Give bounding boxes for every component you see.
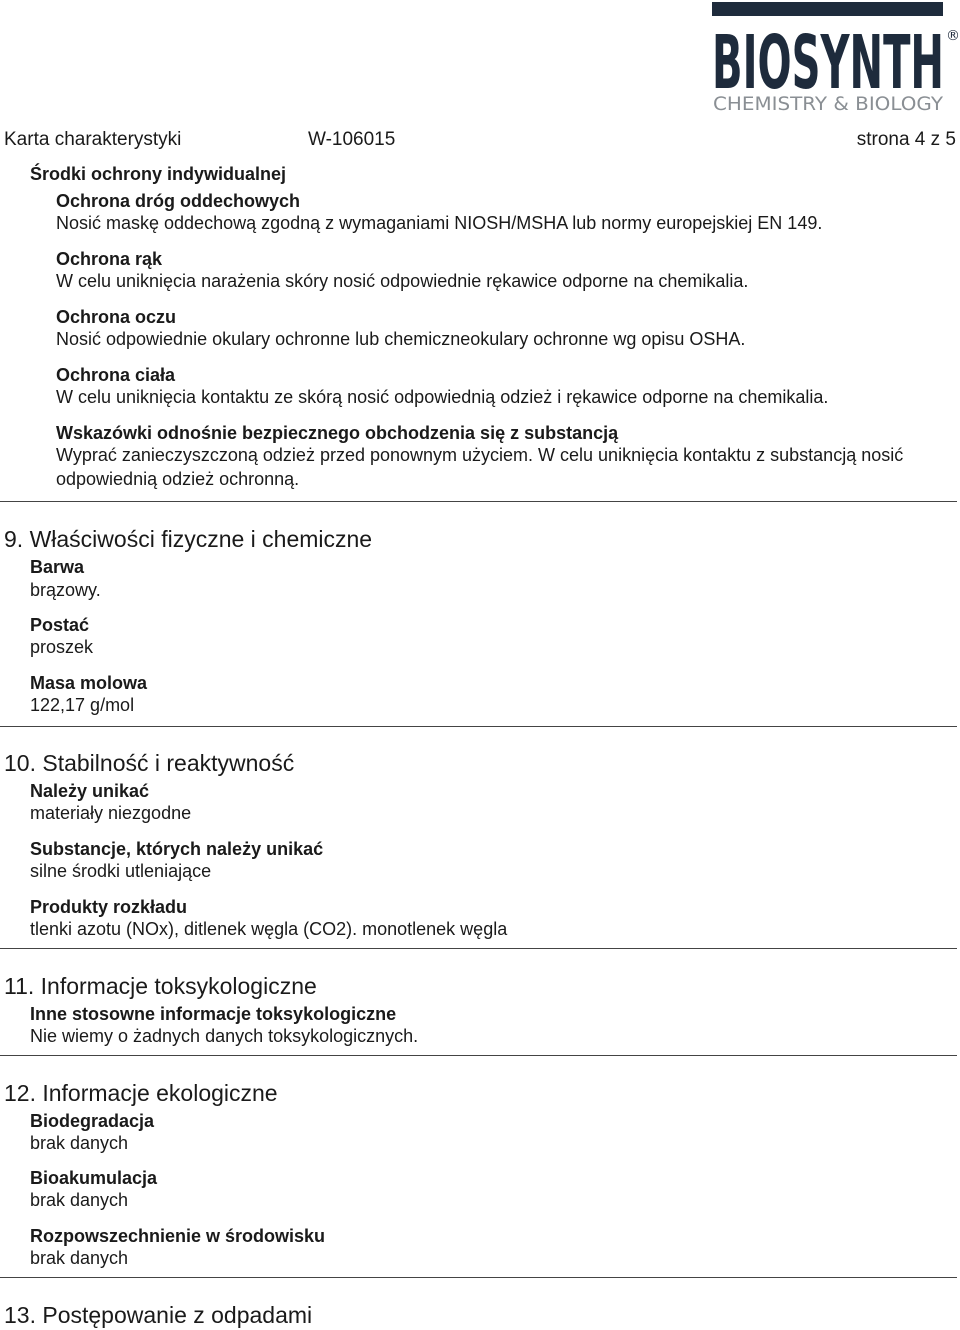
molar-mass-value: 122,17 g/mol xyxy=(30,695,135,715)
logo-tagline: CHEMISTRY & BIOLOGY xyxy=(713,93,944,115)
environment-spread-label: Rozpowszechnienie w środowisku xyxy=(30,1226,326,1246)
section-13-title: 13. Postępowanie z odpadami xyxy=(4,1302,313,1328)
section-divider xyxy=(0,726,957,727)
logo-registered: ® xyxy=(946,28,960,44)
environment-spread-value: brak danych xyxy=(30,1248,129,1268)
biodegradation-value: brak danych xyxy=(30,1133,129,1153)
other-tox-value: Nie wiemy o żadnych danych toksykologicznych. xyxy=(30,1026,419,1046)
eye-protection-label: Ochrona oczu xyxy=(56,307,177,327)
bioaccumulation-label: Bioakumulacja xyxy=(30,1168,158,1188)
eye-protection-text: Nosić odpowiednie okulary ochronne lub chemiczneokulary ochronne wg opisu OSHA. xyxy=(56,329,746,349)
section-10-title: 10. Stabilność i reaktywność xyxy=(4,750,295,776)
incompatible-substances-label: Substancje, których należy unikać xyxy=(30,839,324,859)
safe-handling-text-1: Wyprać zanieczyszczoną odzież przed ponownym użyciem. W celu uniknięcia kontaktu z substancją nosić xyxy=(56,445,904,465)
body-protection-text: W celu uniknięcia kontaktu ze skórą nosić odpowiednią odzież i rękawice odporne na chemikalia. xyxy=(56,387,829,407)
page-number: strona 4 z 5 xyxy=(856,129,956,150)
molar-mass-label: Masa molowa xyxy=(30,673,148,693)
product-code: W-106015 xyxy=(308,129,396,150)
section-divider xyxy=(0,948,957,949)
form-label: Postać xyxy=(30,615,90,635)
document-title: Karta charakterystyki xyxy=(4,129,182,150)
safe-handling-label: Wskazówki odnośnie bezpiecznego obchodzenia się z substancją xyxy=(56,423,619,443)
biodegradation-label: Biodegradacja xyxy=(30,1111,155,1131)
ppe-heading: Środki ochrony indywidualnej xyxy=(30,164,287,184)
decomposition-value: tlenki azotu (NOx), ditlenek węgla (CO2). monotlenek węgla xyxy=(30,919,508,939)
page-header xyxy=(4,127,956,153)
decomposition-label: Produkty rozkładu xyxy=(30,897,188,917)
section-11-title: 11. Informacje toksykologiczne xyxy=(4,973,317,999)
section-divider xyxy=(0,1277,957,1278)
form-value: proszek xyxy=(30,637,94,657)
section-9-title: 9. Właściwości fizyczne i chemiczne xyxy=(4,526,373,552)
color-value: brązowy. xyxy=(30,580,101,600)
other-tox-label: Inne stosowne informacje toksykologiczne xyxy=(30,1004,397,1024)
section-divider xyxy=(0,501,957,502)
section-divider xyxy=(0,1055,957,1056)
avoid-value: materiały niezgodne xyxy=(30,803,192,823)
biosynth-logo xyxy=(712,2,958,114)
avoid-label: Należy unikać xyxy=(30,781,150,801)
bioaccumulation-value: brak danych xyxy=(30,1190,129,1210)
safe-handling-text-2: odpowiednią odzież ochronną. xyxy=(56,469,300,489)
body-protection-label: Ochrona ciała xyxy=(56,365,176,385)
logo-brand: BIOSYNTH xyxy=(712,20,944,106)
respiratory-label: Ochrona dróg oddechowych xyxy=(56,191,301,211)
hand-protection-label: Ochrona rąk xyxy=(56,249,163,269)
color-label: Barwa xyxy=(30,557,85,577)
logo-bar xyxy=(712,2,943,16)
hand-protection-text: W celu uniknięcia narażenia skóry nosić odpowiednie rękawice odporne na chemikalia. xyxy=(56,271,749,291)
incompatible-substances-value: silne środki utleniające xyxy=(30,861,212,881)
respiratory-text: Nosić maskę oddechową zgodną z wymaganiami NIOSH/MSHA lub normy europejskiej EN 149. xyxy=(56,213,823,233)
section-12-title: 12. Informacje ekologiczne xyxy=(4,1080,278,1106)
